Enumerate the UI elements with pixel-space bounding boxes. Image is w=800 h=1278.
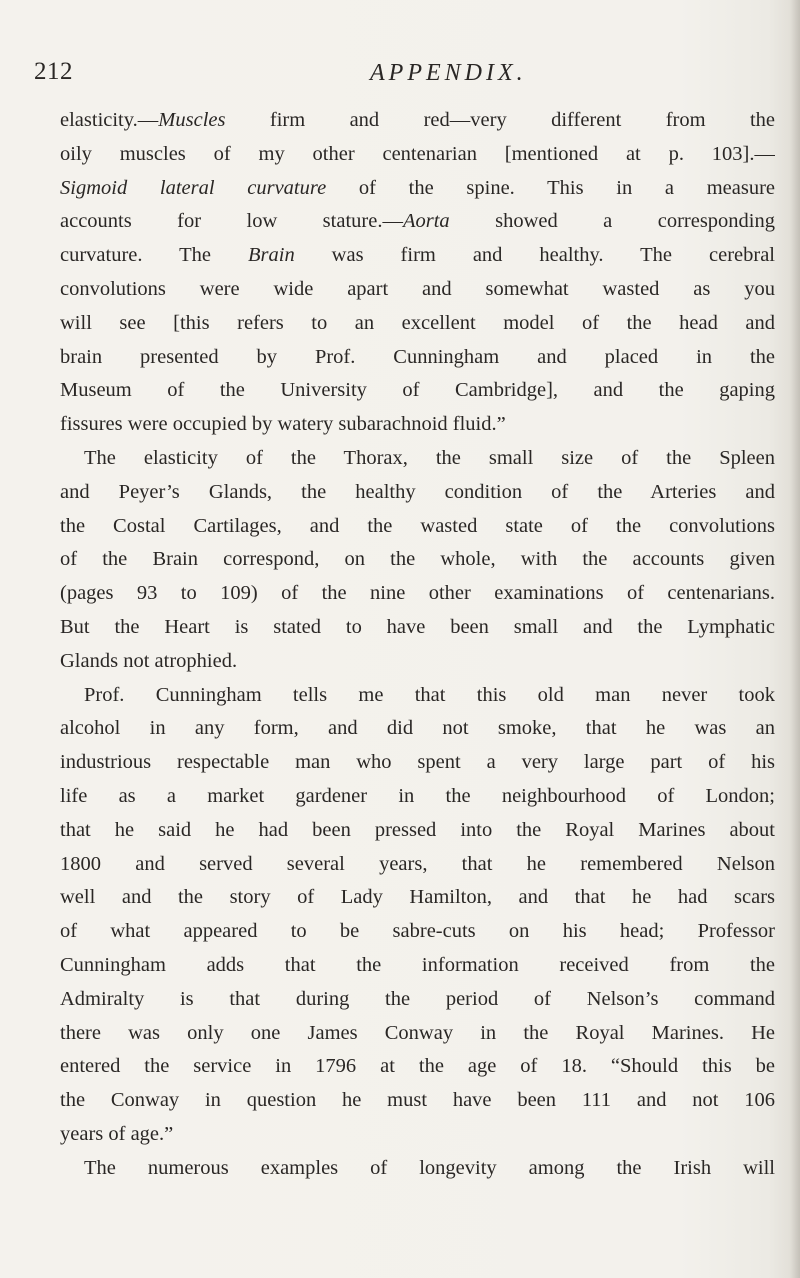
text-line: brain presented by Prof. Cunningham and placed in the [60,345,775,368]
text-line: Glands not atrophied. [60,649,238,672]
italic-term: Sigmoid lateral curvature [60,176,327,199]
text-line: alcohol in any form, and did not smoke, that he was an [60,717,775,740]
text-line: well and the story of Lady Hamilton, and that he had scars [60,886,775,909]
text-line: of the Brain correspond, on the whole, with the accounts given [60,548,775,571]
text-line: industrious respectable man who spent a very large part of his [60,751,775,774]
text-line: that he said he had been pressed into the Royal Marines about [60,818,775,841]
text-line: But the Heart is stated to have been small and the Lymphatic [60,615,775,638]
body-text [60,104,775,1186]
italic-term: Brain [248,244,295,267]
text-line: will see [this refers to an excellent model of the head and [60,311,775,334]
page-number: 212 [34,58,73,85]
text-line: 1800 and served several years, that he remembered Nelson [60,852,775,875]
text-line: life as a market gardener in the neighbourhood of London; [60,784,775,807]
text-line: The numerous examples of longevity among the Irish will [84,1156,775,1179]
text-line: Cunningham adds that the information received from the [60,953,775,976]
running-title: APPENDIX. [370,60,527,86]
text-line: (pages 93 to 109) of the nine other examinations of centenarians. [60,582,775,605]
text-line: the Costal Cartilages, and the wasted state of the convolutions [60,514,775,537]
text-line: Prof. Cunningham tells me that this old man never took [84,683,775,706]
text-line: accounts for low stature.—Aorta showed a corresponding [60,210,775,233]
running-head [0,58,800,92]
text-line: years of age.” [60,1122,174,1145]
text-line: elasticity.—Muscles firm and red—very different from the [60,109,775,131]
text-line: of what appeared to be sabre-cuts on his head; Professor [60,920,775,943]
italic-term: Aorta [402,210,450,233]
text-line: and Peyer’s Glands, the healthy condition of the Arteries and [60,480,775,503]
text-line: there was only one James Conway in the Royal Marines. He [60,1021,775,1044]
text-line: Museum of the University of Cambridge], and the gaping [60,379,775,402]
text-line: Admiralty is that during the period of Nelson’s command [60,987,775,1010]
text-line: fissures were occupied by watery subarachnoid fluid.” [60,413,506,436]
text-line: the Conway in question he must have been 111 and not 106 [60,1089,775,1112]
text-line: convolutions were wide apart and somewhat wasted as you [60,277,775,300]
page-edge-shadow [790,0,800,1278]
text-line: oily muscles of my other centenarian [mentioned at p. 103].— [60,142,775,165]
text-line: curvature. The Brain was firm and healthy. The cerebral [60,244,775,267]
text-line: The elasticity of the Thorax, the small size of the Spleen [84,446,775,469]
italic-term: Muscles [158,109,226,131]
text-line: entered the service in 1796 at the age of 18. “Should this be [60,1055,775,1078]
text-line: Sigmoid lateral curvature of the spine. This in a measure [60,176,775,199]
